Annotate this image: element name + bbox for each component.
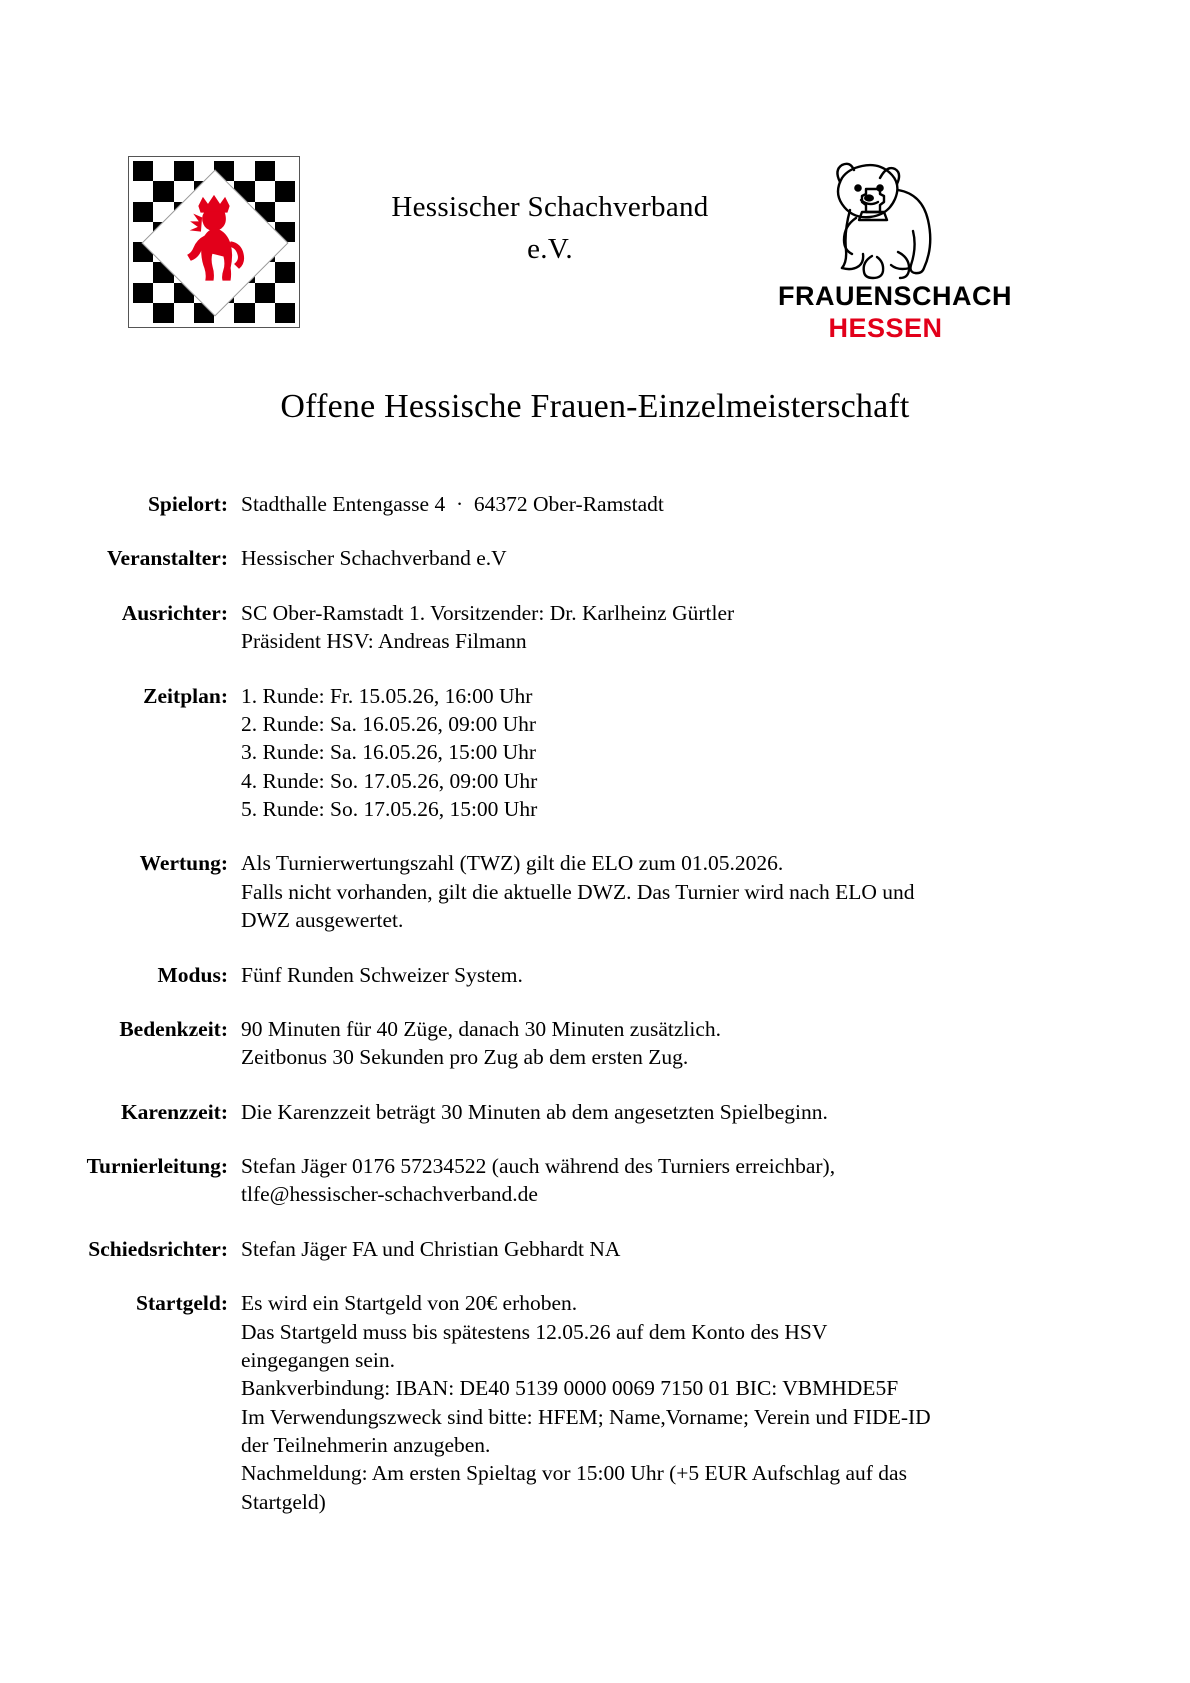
detail-row (0, 682, 1100, 850)
detail-label: Veranstalter: (106, 546, 228, 571)
detail-value-line: Stadthalle Entengasse 4 · 64372 Ober-Ramstadt (241, 492, 664, 516)
detail-value-line: Stefan Jäger FA und Christian Gebhardt NA (241, 1236, 621, 1261)
detail-value-line: Das Startgeld muss bis spätestens 12.05.26 auf dem Konto des HSV (241, 1319, 828, 1344)
frauenschach-hessen-logo (778, 148, 1012, 343)
detail-row (0, 849, 1100, 960)
detail-row (0, 544, 1100, 598)
detail-value-line: 2. Runde: Sa. 16.05.26, 09:00 Uhr (241, 711, 537, 736)
detail-label: Ausrichter: (121, 600, 228, 625)
detail-value (241, 961, 1100, 1015)
detail-value (241, 1289, 1100, 1542)
detail-value (241, 849, 1100, 960)
detail-label: Startgeld: (136, 1291, 228, 1316)
page-title: Offene Hessische Frauen-Einzelmeisterschaft (280, 388, 910, 425)
detail-label: Turnierleitung: (86, 1154, 228, 1178)
hessischer-schachverband-logo (128, 156, 300, 328)
detail-value (241, 544, 1100, 598)
detail-value-line: 90 Minuten für 40 Züge, danach 30 Minuten zusätzlich. (241, 1016, 722, 1041)
bear-with-chess-piece-icon (806, 148, 966, 283)
detail-row (0, 599, 1100, 682)
detail-value-line: Zeitbonus 30 Sekunden pro Zug ab dem ersten Zug. (241, 1045, 689, 1070)
detail-row (0, 961, 1100, 1015)
detail-value-line: DWZ ausgewertet. (241, 908, 404, 933)
detail-label: Bedenkzeit: (119, 1016, 228, 1041)
detail-label: Zeitplan: (143, 683, 228, 708)
detail-row (0, 1098, 1100, 1152)
hessian-lion-icon (169, 192, 259, 292)
detail-label: Wertung: (139, 851, 228, 876)
detail-value-line: Nachmeldung: Am ersten Spieltag vor 15:00 Uhr (+5 EUR Aufschlag auf das (241, 1461, 907, 1486)
detail-value-line: SC Ober-Ramstadt 1. Vorsitzender: Dr. Karlheinz Gürtler (241, 600, 735, 625)
detail-value-line: 4. Runde: So. 17.05.26, 09:00 Uhr (241, 768, 538, 793)
organization-title-line1: Hessischer Schachverband (391, 191, 709, 223)
detail-value (241, 1235, 1100, 1289)
detail-value-line: Falls nicht vorhanden, gilt die aktuelle DWZ. Das Turnier wird nach ELO und (241, 879, 915, 904)
detail-label: Modus: (157, 962, 228, 987)
detail-value-line: Es wird ein Startgeld von 20€ erhoben. (241, 1291, 578, 1316)
detail-value-line: Bankverbindung: IBAN: DE40 5139 0000 0069 7150 01 BIC: VBMHDE5F (241, 1376, 899, 1401)
detail-value-line: Als Turnierwertungszahl (TWZ) gilt die ELO zum 01.05.2026. (241, 851, 784, 876)
detail-value-line: Die Karenzzeit beträgt 30 Minuten ab dem angesetzten Spielbeginn. (241, 1099, 828, 1124)
detail-row (0, 1015, 1100, 1098)
tournament-details-table (0, 490, 1100, 1542)
detail-value-line: Startgeld) (241, 1489, 326, 1514)
detail-value-line: Fünf Runden Schweizer System. (241, 962, 523, 987)
detail-value-line: Hessischer Schachverband e.V (241, 546, 507, 571)
organization-title (330, 186, 770, 270)
organization-title-line2: e.V. (527, 233, 573, 266)
document-header (0, 140, 1190, 343)
hessen-word: HESSEN (828, 313, 943, 343)
frauenschach-word: FRAUENSCHACH (778, 281, 1012, 311)
detail-value-line: 3. Runde: Sa. 16.05.26, 15:00 Uhr (241, 740, 537, 765)
detail-value-line: 1. Runde: Fr. 15.05.26, 16:00 Uhr (241, 683, 533, 708)
detail-value-line: der Teilnehmerin anzugeben. (241, 1433, 491, 1457)
detail-row (0, 1289, 1100, 1542)
detail-value-line: Im Verwendungszweck sind bitte: HFEM; Name,Vorname; Verein und FIDE-ID (241, 1404, 931, 1429)
detail-value (241, 1098, 1100, 1152)
tournament-details-body (0, 490, 1100, 1542)
detail-value (241, 1015, 1100, 1098)
detail-value-line: Stefan Jäger 0176 57234522 (auch während des Turniers erreichbar), (241, 1154, 836, 1178)
detail-label: Schiedsrichter: (88, 1236, 228, 1261)
detail-row (0, 1235, 1100, 1289)
detail-value (241, 682, 1100, 850)
detail-value-line: 5. Runde: So. 17.05.26, 15:00 Uhr (241, 797, 538, 821)
detail-row (0, 490, 1100, 544)
detail-value (241, 1152, 1100, 1235)
detail-label: Karenzzeit: (120, 1099, 228, 1124)
detail-label: Spielort: (147, 492, 228, 516)
detail-value-line: tlfe@hessischer-schachverband.de (241, 1182, 538, 1207)
detail-value-line: Präsident HSV: Andreas Filmann (241, 629, 527, 654)
detail-value (241, 490, 1100, 544)
detail-value-line: eingegangen sein. (241, 1347, 396, 1372)
detail-row (0, 1152, 1100, 1235)
detail-value (241, 599, 1100, 682)
